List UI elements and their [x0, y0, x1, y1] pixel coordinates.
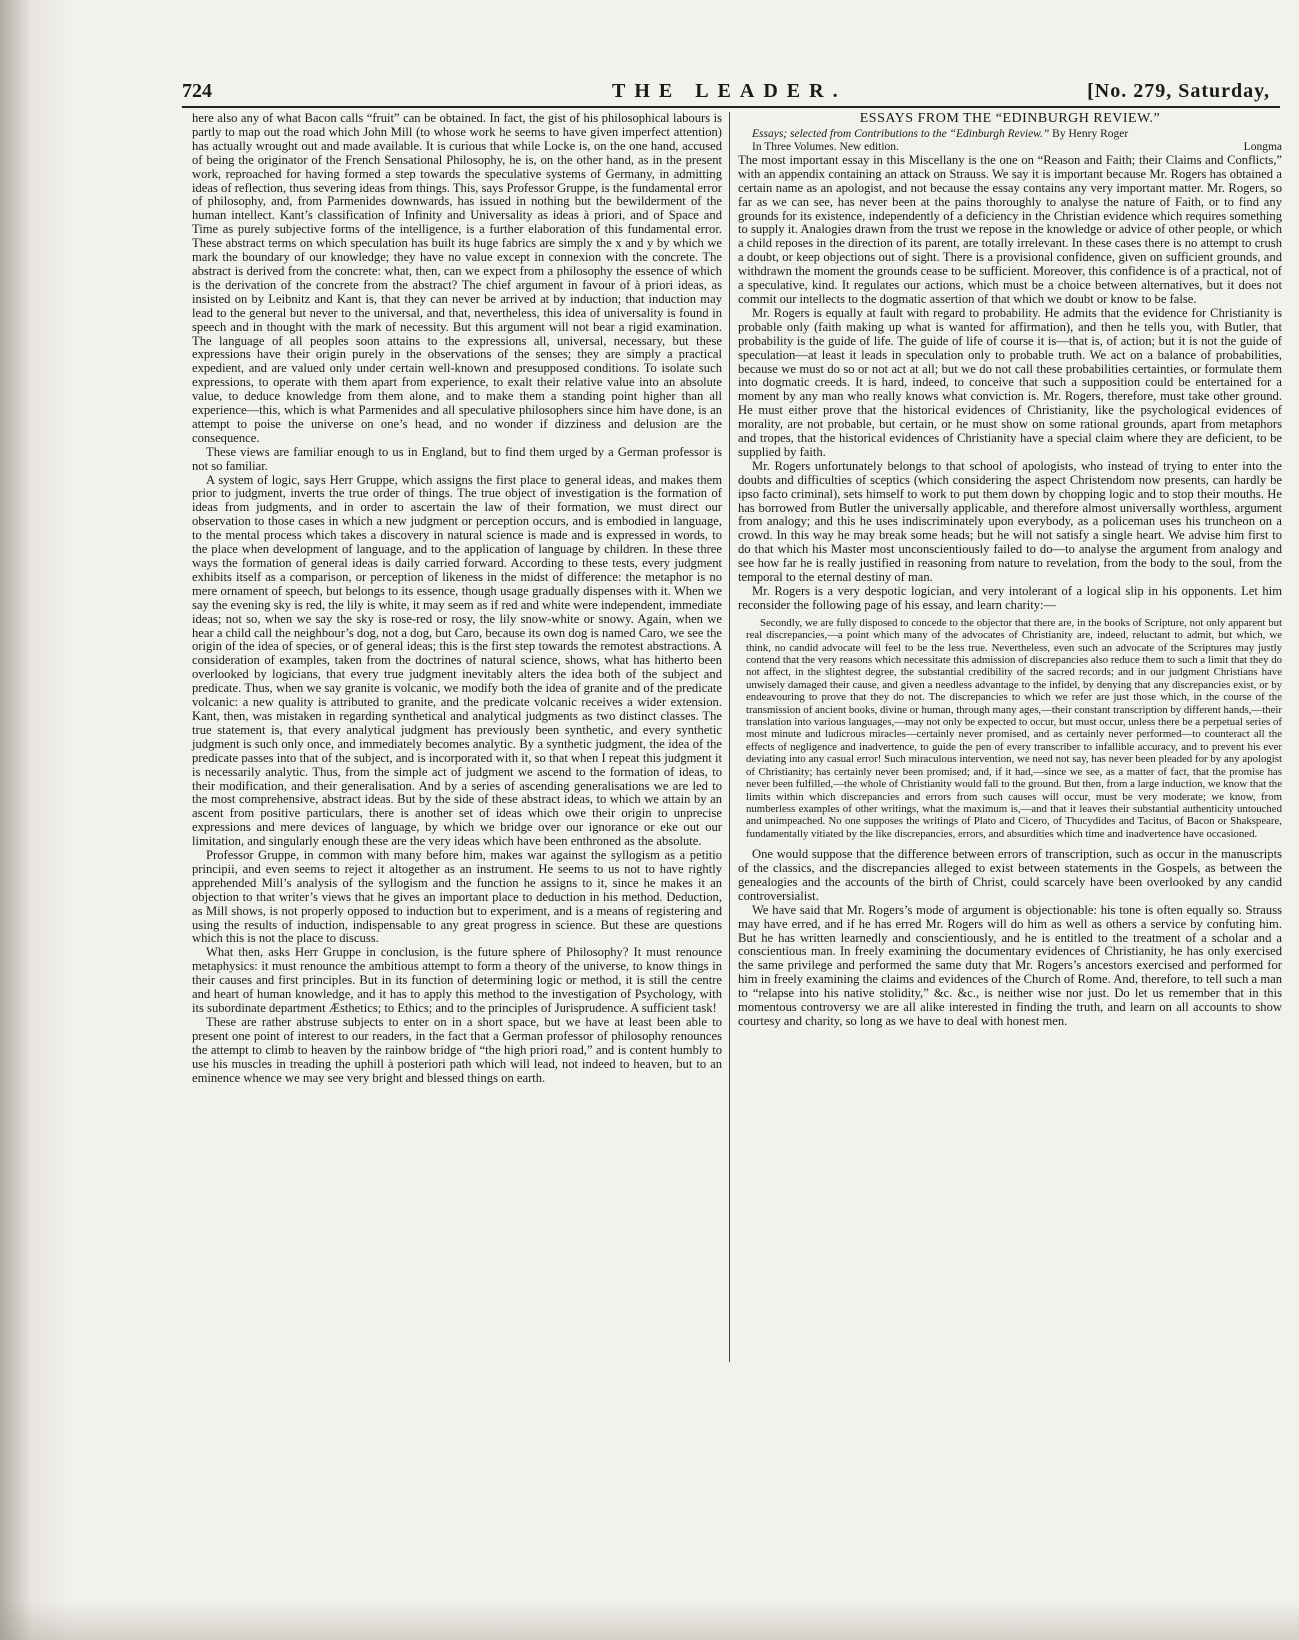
left-column — [192, 112, 722, 1085]
right-column — [738, 112, 1282, 1029]
article-paragraph: here also any of what Bacon calls “fruit” can be obtained. In fact, the gist of his philosophical labours is partly to map out the road which John Mill (to whose work he seems to have given imperfect attention) has actually wrought out and made available. It is curious that while Locke is, on the one hand, accused of being the originator of the French Sensational Philosophy, he is, on the other hand, as in the present work, reproached for having formed a step towards the speculative systems of Germany, in admitting ideas of reflection, thus severing ideas from things. This, says Professor Gruppe, is the fundamental error of philosophy, and, from Parmenides downwards, has issued in nothing but the bewilderment of the human intellect. Kant’s classification of Infinity and Universality as ideas à priori, and of Space and Time as purely subjective forms of the intelligence, is a further elaboration of this fundamental error. These abstract terms on which speculation has built its huge fabrics are simply the x and y by which we mark the boundary of our knowledge; they have no value except in connexion with the concrete. The abstract is derived from the concrete: what, then, can we expect from a philosophy the essence of which is the derivation of the concrete from the abstract? The chief argument in favour of à priori ideas, as insisted on by Leibnitz and Kant is, that they can never be arrived at by induction; that induction may lead to the general but never to the universal, and that, nevertheless, this idea of universality is found in speech and in thought with the mark of necessity. But this argument will not bear a rigid examination. The language of all peoples soon attains to the expressions all, universal, necessary, but these expressions have their origin purely in the observations of the senses; they are simply a practical expedient, and are valued only under certain well-known and presupposed conditions. To isolate such expressions, to operate with them apart from experience, to exalt their relative value into an absolute value, to deduce knowledge from them alone, and to make them a standing point higher than all experience—this, which is what Parmenides and all speculative philosophers since him have done, is an attempt to poise the universe on one’s head, and no wonder if dizziness and delusion are the consequence. — [192, 111, 722, 445]
article-paragraph: These views are familiar enough to us in England, but to find them urged by a German professor is not so familiar. — [192, 444, 722, 473]
citation-author: By Henry Roger — [1052, 127, 1129, 140]
citation-details — [738, 141, 1282, 154]
review-paragraph: The most important essay in this Miscellany is the one on “Reason and Faith; their Claims and Conflicts,” with an appendix containing an attack on Strauss. We say it is important because Mr. Rogers has obtained a certain name as an apologist, and not because the essay contains any very important matter. Mr. Rogers, so far as we can see, has never been at the pains thoroughly to analyse the nature of Faith, or to find any grounds for its existence, independently of a deficiency in the Christian evidence which requires something to supply it. Analogies drawn from the trust we repose in the knowledge or advice of other people, or which a child reposes in the direction of its parent, are totally irrelevant. In these cases there is no attempt to crush a doubt, or keep objections out of sight. There is a provisional confidence, given on sufficient grounds, and withdrawn the moment the grounds cease to be sufficient. Moreover, this confidence is of a practical, not of a speculative, kind. It regulates our actions, which must be a choice between alternatives, but it does not commit our intellects to the dogmatic assertion of that which we doubt or know to be false. — [738, 152, 1282, 306]
page-header — [182, 80, 1282, 104]
review-citation — [738, 128, 1282, 141]
article-paragraph: A system of logic, says Herr Gruppe, which assigns the first place to general ideas, and makes them prior to judgment, inverts the true order of things. The true object of investigation is the formation of ideas from judgments, and in order to ascertain the law of their formation, we must direct our observation to those cases in which a new judgment or perception occurs, and is embodied in language, to the mental process which takes a discovery in natural science is made and is expressed in words, to the place when development of language, and to the application of language by children. In these three ways the formation of general ideas is daily carried forward. According to these tests, every judgment exhibits itself as a comparison, or perception of likeness in the midst of difference: the metaphor is no mere ornament of speech, but belongs to its essence, though usage gradually dispenses with it. When we say the evening sky is red, the lily is white, it may seem as if red and white were independent, immediate ideas; not so, when we say the sky is rose-red or rosy, the lily snow-white or snowy. Again, when we hear a child call the neighbour’s dog, not a dog, but Caro, because its own dog is named Caro, we see the origin of the idea of species, or of general ideas; this is the first step towards the remotest abstractions. A consideration of examples, taken from the doctrines of natural science, shows, what has hitherto been overlooked by logicians, that every true judgment inevitably alters the idea both of the subject and predicate. Thus, when we say granite is volcanic, we modify both the idea of granite and of the predicate volcanic: a new quality is attributed to granite, and the predicate volcanic receives a wider extension. Kant, then, was mistaken in regarding synthetical and analytical judgments as two distinct classes. The true statement is, that every analytical judgment has previously been synthetic, and every synthetic judgment is such only once, and immediately becomes analytic. By a synthetic judgment, the idea of the predicate passes into that of the subject, and is incorporated with it, so that when I repeat this judgment it is necessarily analytic. Thus, from the simple act of judgment we ascend to the formation of ideas, to their modification, and their generalisation. And by a series of ascending generalisations we are led to the most comprehensive, abstract ideas. But by the side of these abstract ideas, to which we attain by an ascent from positive particulars, there is another set of ideas which owe their origin to unprecise expressions and mere devices of language, by which we bridge over our ignorance or eke out our limitation, and singularly enough these are the very ideas which have been enthroned as the absolute. — [192, 472, 722, 849]
bottom-edge-shadow — [0, 1600, 1299, 1640]
review-title: ESSAYS FROM THE “EDINBURGH REVIEW.” — [859, 112, 1161, 126]
article-paragraph: What then, asks Herr Gruppe in conclusion, is the future sphere of Philosophy? It must renounce metaphysics: it must renounce the ambitious attempt to form a theory of the universe, to know things in their causes and first principles. But in its function of determining logic or method, it is still the centre and heart of human knowledge, and it has to apply this method to the investigation of Psychology, with its subordinate department Æsthetics; to Ethics; and to the principles of Jurisprudence. A sufficient task! — [192, 945, 722, 1015]
block-quote — [746, 617, 1282, 840]
review-paragraph: Mr. Rogers unfortunately belongs to that school of apologists, who instead of trying to enter into the doubts and difficulties of sceptics (which considering the aspect Christendom now presents, can hardly be ipso facto criminal), sets himself to work to put them down by chopping logic and to stop their mouths. He has borrowed from Butler the universally applicable, and therefore almost universally worthless, argument from analogy; and this he uses indiscriminately upon everybody, as a policeman uses his truncheon on a crowd. In this way he may break some heads; but he will not satisfy a single heart. We advise him first to do that which his Master most unconscientiously failed to do—to analyse the argument from analogy and see how far he is really justified in reasoning from nature to revelation, from the body to the soul, from the temporal to the eternal destiny of man. — [738, 458, 1282, 585]
quote-paragraph: Secondly, we are fully disposed to concede to the objector that there are, in the books of Scripture, not only apparent but real discrepancies,—a point which many of the advocates of Christianity are, indeed, reluctant to admit, but which, we think, no candid advocate will feel to be the less true. Nevertheless, even such an advocate of the Scriptures may justly contend that the very reasons which necessitate this admission of discrepancies also reduce them to such a limit that they do not affect, in the slightest degree, the substantial credibility of the sacred records; and in our judgment Christians have unwisely damaged their cause, and given a needless advantage to the infidel, by denying that any discrepancies exist, or by endeavouring to prove that they do not. The discrepancies to which we refer are just those which, in the course of the transmission of ancient books, divine or human, through many ages,—their constant transcription by different hands,—their translation into various languages,—may not only be expected to occur, but must occur, unless there be a perpetual series of most minute and ludicrous miracles—certainly never promised, and as certainly never performed—to counteract all the effects of negligence and inadvertence, to guide the pen of every transcriber to infallible accuracy, and to prevent his ever deviating into any casual error! Such miraculous intervention, we need not say, has never been pleaded for by any apologist of Christianity; has certainly never been promised; and, if it had,—since we see, as a matter of fact, that the promise has never been fulfilled,—the whole of Christianity would fall to the ground. But then, from a large induction, we know that the limits within which discrepancies and errors from such causes will occur, must be very moderate; we know, from numberless examples of other writings, what the maximum is,—and that it leaves their substantial authenticity untouched and unimpeached. No one supposes the writings of Plato and Cicero, of Thucydides and Tacitus, of Bacon or Shakspeare, fundamentally vitiated by the like discrepancies, errors, and absurdities which time and inadvertence have occasioned. — [746, 616, 1282, 840]
review-paragraph: Mr. Rogers is equally at fault with regard to probability. He admits that the evidence for Christianity is probable only (faith making up what is wanted for affirmation), and then he tells you, with Butler, that probability is the guide of life. The guide of life of course it is—that is, of action; but it is not the guide of speculation—at least it leads in speculation only to probable truth. We act on a balance of probabilities, because we must do so or not act at all; but we do not call these probabilities certainties, or formulate them into dogmatic creeds. It is hard, indeed, to conceive that such a supposition could be entertained for a moment by any man who really knows what conviction is. Mr. Rogers, therefore, must take other ground. He must either prove that the historical evidences of Christianity, like the psychological evidences of morality, are not probable, but certain, or he must show on some rational grounds, apart from metaphors and tropes, that the historical evidences of Christianity have a special claim where they are deficient, to be supplied by faith. — [738, 305, 1282, 459]
review-paragraph: Mr. Rogers is a very despotic logician, and very intolerant of a logical slip in his opponents. Let him reconsider the following page of his essay, and learn charity:— — [738, 584, 1282, 612]
article-paragraph: Professor Gruppe, in common with many before him, makes war against the syllogism as a petitio principii, and even seems to reject it altogether as an instrument. He seems to us not to have rightly apprehended Mill’s analysis of the syllogism and the function he assigns to it, since he makes it an objection to that writer’s views that he gives an important place to deduction in his method. Deduction, as Mill shows, is not properly opposed to induction but to experiment, and is a means of registering and using the results of induction, indispensable to any great progress in science. But these are questions which this is not the place to discuss. — [192, 848, 722, 946]
issue-label: [No. 279, Saturday, — [1087, 80, 1270, 102]
review-paragraph: One would suppose that the difference between errors of transcription, such as occur in the manuscripts of the classics, and the discrepancies alleged to exist between statements in the Gospels, as between the genealogies and the accounts of the birth of Christ, could scarcely have been overlooked by any candid controversialist. — [738, 847, 1282, 903]
review-paragraph: We have said that Mr. Rogers’s mode of argument is objectionable: his tone is often equally so. Strauss may have erred, and if he has erred Mr. Rogers will do him as well as others a service by confuting him. But he has written learnedly and conscientiously, and he is entitled to the treatment of a scholar and a conscientious man. In freely examining the documentary evidences of Christianity, he has only exercised the same privilege and performed the same duty that Mr. Rogers’s ancestors exercised and performed for him in freely examining the claims and evidences of the Church of Rome. And, therefore, to tell such a man to “relapse into his native stolidity,” &c. &c., is neither wise nor just. Do let us remember that in this momentous controversy we are all alike interested in finding the truth, and learn on all accounts to show courtesy and charity, so long as we have to deal with honest men. — [738, 902, 1282, 1028]
header-rule — [182, 106, 1280, 108]
column-divider — [729, 112, 730, 1362]
citation-publisher: Longma — [1243, 140, 1282, 153]
binding-shadow — [0, 0, 70, 1640]
citation-volumes: In Three Volumes. New edition. — [752, 140, 899, 153]
article-paragraph: These are rather abstruse subjects to enter on in a short space, but we have at least been able to present one point of interest to our readers, in the fact that a German professor of philosophy renounces the attempt to climb to heaven by the rainbow bridge of “the high priori road,” and is content humbly to use his muscles in treading the uphill à posteriori path which will lead, not indeed to heaven, but to an eminence whence we may see very bright and blessed things on earth. — [192, 1014, 722, 1085]
page-number: 724 — [182, 80, 212, 102]
citation-title: Essays; selected from Contributions to the “Edinburgh Review.” — [752, 127, 1050, 140]
masthead-title: THE LEADER. — [612, 80, 847, 102]
